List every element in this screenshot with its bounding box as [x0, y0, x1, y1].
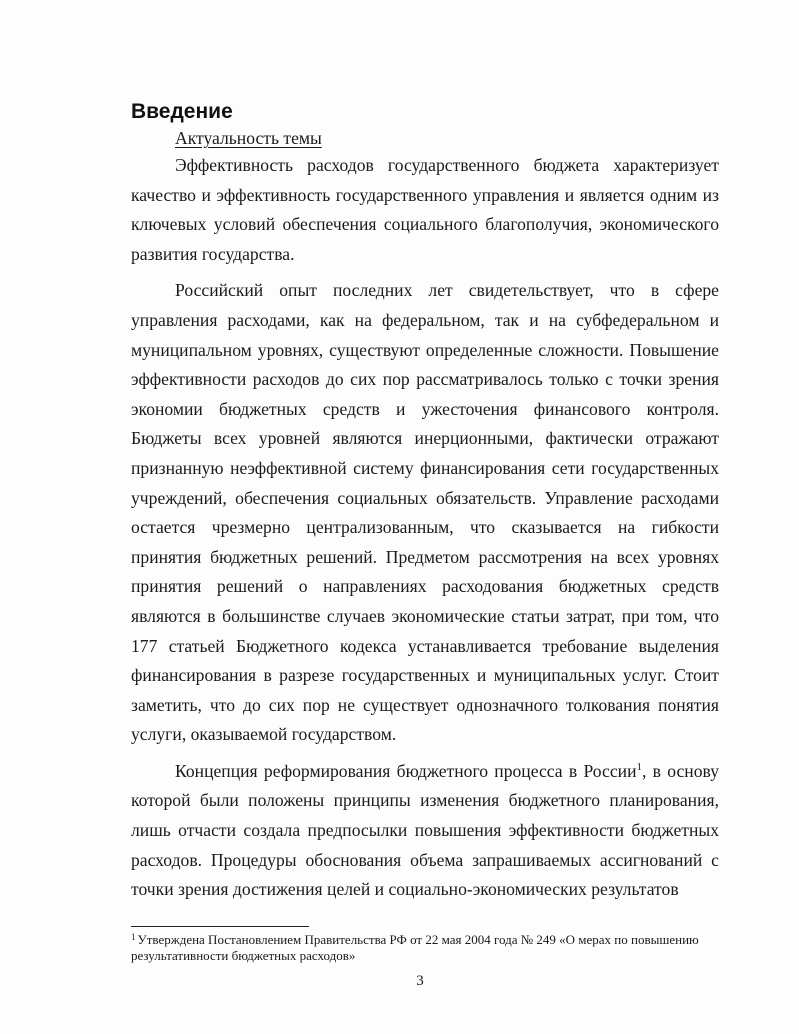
paragraph-3-text-after: , в основу которой были положены принципы изменения бюджетного планирования, лишь отчасти создала предпосылки повышения эффективности бюджетных расходов. Процедуры обоснования объема запрашиваемых ассигнований с точки зрения достижения целей и социально-экономических результатов: [131, 760, 720, 900]
footnote-text: Утверждена Постановлением Правительства РФ от 22 мая 2004 года № 249 «О мерах по повышению результативности бюджетных расходов»: [131, 932, 699, 963]
paragraph-3-text-before: Концепция реформирования бюджетного процесса в России: [175, 760, 637, 781]
footnote: [131, 932, 721, 964]
body-text: [131, 151, 719, 912]
paragraph-3: [131, 757, 719, 905]
footnote-separator: [131, 926, 309, 927]
paragraph-2: Российский опыт последних лет свидетельствует, что в сфере управления расходами, как на федеральном, так и на субфедеральном и муниципальном уровнях, существуют определенные сложности. Повышение эффективности расходов до сих пор рассматривалось только с точки зрения экономии бюджетных средств и ужесточения финансового контроля. Бюджеты всех уровней являются инерционными, фактически отражают признанную неэффективной систему финансирования сети государственных учреждений, обеспечения социальных обязательств. Управление расходами остается чрезмерно централизованным, что сказывается на гибкости принятия бюджетных решений. Предметом рассмотрения на всех уровнях принятия решений о направлениях расходования бюджетных средств являются в большинстве случаев экономические статьи затрат, при том, что 177 статьей Бюджетного кодекса устанавливается требование выделения финансирования в разрезе государственных и муниципальных услуг. Стоит заметить, что до сих пор не существует однозначного толкования понятия услуги, оказываемой государством.: [131, 280, 719, 745]
section-subtitle: Актуальность темы: [175, 128, 322, 148]
footnote-marker: 1: [636, 760, 642, 773]
page-number: 3: [416, 973, 424, 989]
section-title: Введение: [131, 100, 233, 123]
paragraph-1: Эффективность расходов государственного бюджета характеризует качество и эффективность государственного управления и является одним из ключевых условий обеспечения социального благополучия, экономического развития государства.: [131, 155, 719, 264]
footnote-number: 1: [131, 932, 136, 942]
